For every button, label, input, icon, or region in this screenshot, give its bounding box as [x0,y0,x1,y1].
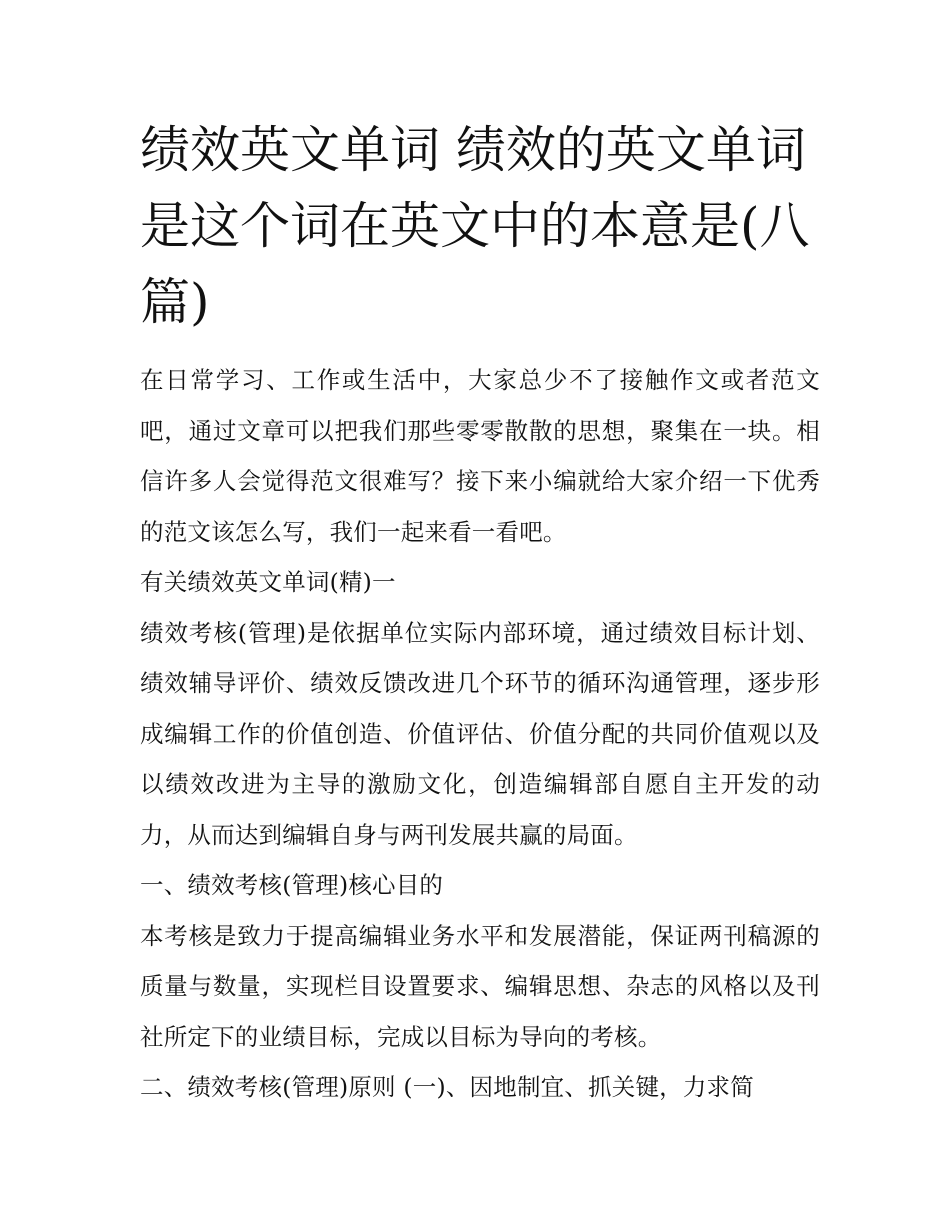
section-heading-2: 一、绩效考核(管理)核心目的 [140,871,444,899]
document-body [140,355,820,1113]
intro-paragraph: 在日常学习、工作或生活中，大家总少不了接触作文或者范文吧，通过文章可以把我们那些零零散散的思想，聚集在一块。相信许多人会觉得范文很难写？接下来小编就给大家介绍一下优秀的范文该怎么写，我们一起来看一看吧。 [140,366,820,546]
body-paragraph-1: 绩效考核(管理)是依据单位实际内部环境，通过绩效目标计划、绩效辅导评价、绩效反馈改进几个环节的循环沟通管理，逐步形成编辑工作的价值创造、价值评估、价值分配的共同价值观以及以绩效改进为主导的激励文化，创造编辑部自愿自主开发的动力，从而达到编辑自身与两刊发展共赢的局面。 [140,618,820,849]
body-paragraph-2: 本考核是致力于提高编辑业务水平和发展潜能，保证两刊稿源的质量与数量，实现栏目设置要求、编辑思想、杂志的风格以及刊社所定下的业绩目标，完成以目标为导向的考核。 [140,921,820,1051]
document-title: 绩效英文单词 绩效的英文单词是这个词在英文中的本意是(八篇) [140,121,810,331]
section-heading-3: 二、绩效考核(管理)原则 (一)、因地制宜、抓关键，力求简 [140,1073,754,1101]
section-heading-1: 有关绩效英文单词(精)一 [140,568,396,596]
